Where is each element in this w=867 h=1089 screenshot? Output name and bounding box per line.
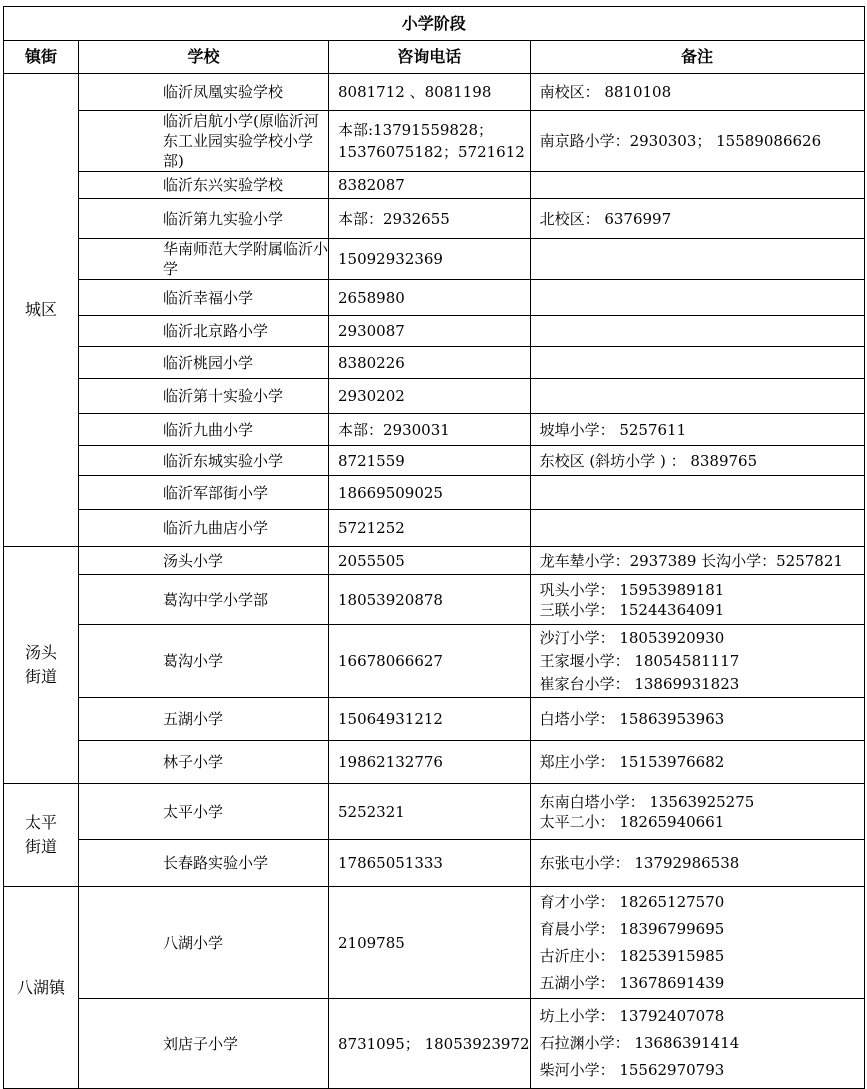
school-label: 华南师范大学附属临沂小学: [163, 240, 329, 278]
note-cell: [530, 172, 864, 199]
school-label: 八湖小学: [163, 933, 224, 952]
phone-cell: 18669509025: [329, 476, 531, 510]
school-name: [79, 239, 329, 280]
phone-cell: 本部:13791559828；15376075182；5721612: [329, 111, 531, 172]
note-cell: [530, 414, 864, 446]
school-label: 临沂北京路小学: [163, 322, 269, 340]
note-cell: [530, 280, 864, 316]
school-label: 临沂东兴实验学校: [163, 176, 284, 194]
note-cell: [530, 840, 864, 887]
school-name: [79, 280, 329, 316]
school-name: [79, 698, 329, 741]
note-cell: [530, 239, 864, 280]
phone-cell: 2658980: [329, 280, 531, 316]
note-line: 太平二小： 18265940661: [539, 812, 725, 831]
school-label: 太平小学: [163, 802, 224, 821]
town-cell: 城区: [4, 74, 79, 547]
phone-cell: 17865051333: [329, 840, 531, 887]
school-label: 临沂桃园小学: [163, 353, 254, 372]
note-cell: [530, 999, 864, 1089]
note-line: 南京路小学：2930303； 15589086626: [539, 132, 822, 150]
school-label: 葛沟小学: [163, 652, 224, 670]
note-line: 南校区： 8810108: [539, 83, 672, 101]
school-name: [79, 741, 329, 784]
school-name: [79, 379, 329, 414]
school-label: 临沂九曲店小学: [163, 519, 269, 537]
phone-cell: 2055505: [329, 547, 531, 575]
header-school: 学校: [79, 41, 329, 74]
note-cell: [530, 316, 864, 347]
phone-cell: 18053920878: [329, 575, 531, 625]
note-line: 坡埠小学： 5257611: [539, 420, 687, 439]
school-name: [79, 347, 329, 379]
phone-cell: 2930087: [329, 316, 531, 347]
school-label: 汤头小学: [163, 551, 224, 570]
phone-cell: 本部：2930031: [329, 414, 531, 446]
phone-cell: 2930202: [329, 379, 531, 414]
school-name: [79, 172, 329, 199]
school-label: 临沂启航小学(原临沂河东工业园实验学校小学部): [163, 112, 319, 170]
school-name: [79, 414, 329, 446]
note-line: 坊上小学： 13792407078: [539, 1007, 725, 1025]
phone-cell: 5721252: [329, 510, 531, 547]
school-name: [79, 840, 329, 887]
phone-cell: 8382087: [329, 172, 531, 199]
school-name: [79, 111, 329, 172]
note-line: 东张屯小学： 13792986538: [539, 854, 740, 872]
school-label: 长春路实验小学: [163, 854, 269, 872]
note-cell: [530, 547, 864, 575]
town-cell: 八湖镇: [4, 887, 79, 1089]
school-name: [79, 887, 329, 999]
school-name: [79, 316, 329, 347]
note-cell: [530, 446, 864, 476]
note-line: 东南白塔小学： 13563925275: [539, 792, 755, 811]
note-cell: [530, 741, 864, 784]
note-line: 三联小学： 15244364091: [539, 600, 725, 619]
note-cell: [530, 698, 864, 741]
school-name: [79, 446, 329, 476]
town-cell: 汤头街道: [4, 547, 79, 784]
phone-cell: 8731095； 18053923972: [329, 999, 531, 1089]
note-line: 五湖小学： 13678691439: [539, 973, 725, 992]
table-title: 小学阶段: [4, 7, 865, 41]
note-line: 崔家台小学： 13869931823: [539, 674, 740, 693]
school-label: 临沂第九实验小学: [163, 209, 284, 228]
school-label: 临沂军部街小学: [163, 483, 269, 502]
phone-cell: 16678066627: [329, 625, 531, 698]
school-label: 临沂凤凰实验学校: [163, 83, 284, 101]
phone-cell: 2109785: [329, 887, 531, 999]
school-name: [79, 625, 329, 698]
phone-cell: 19862132776: [329, 741, 531, 784]
note-cell: [530, 199, 864, 239]
school-label: 五湖小学: [163, 710, 224, 728]
school-label: 刘店子小学: [163, 1034, 239, 1053]
phone-cell: 15092932369: [329, 239, 531, 280]
note-cell: [530, 575, 864, 625]
note-line: 王家堰小学： 18054581117: [539, 651, 740, 670]
note-line: 古沂庄小： 18253915985: [539, 946, 725, 965]
phone-cell: 8081712 、8081198: [329, 74, 531, 111]
header-phone: 咨询电话: [329, 41, 531, 74]
school-label: 临沂九曲小学: [163, 420, 254, 439]
note-line: 巩头小学： 15953989181: [539, 580, 725, 599]
header-note: 备注: [530, 41, 864, 74]
note-line: 郑庄小学： 15153976682: [539, 753, 725, 771]
note-line: 育才小学： 18265127570: [539, 892, 725, 911]
school-label: 临沂东城实验小学: [163, 451, 284, 470]
note-cell: [530, 347, 864, 379]
school-name: [79, 74, 329, 111]
school-name: [79, 575, 329, 625]
school-label: 临沂第十实验小学: [163, 387, 284, 405]
phone-cell: 8380226: [329, 347, 531, 379]
school-label: 葛沟中学小学部: [163, 590, 269, 609]
town-cell: 太平街道: [4, 784, 79, 887]
note-line: 白塔小学： 15863953963: [539, 710, 725, 728]
phone-cell: 15064931212: [329, 698, 531, 741]
note-line: 北校区： 6376997: [539, 209, 672, 228]
note-line: 东校区 (斜坊小学 ) ： 8389765: [539, 451, 758, 470]
note-line: 沙汀小学： 18053920930: [539, 628, 725, 647]
phone-cell: 5252321: [329, 784, 531, 840]
school-name: [79, 547, 329, 575]
school-name: [79, 510, 329, 547]
note-cell: [530, 510, 864, 547]
school-name: [79, 784, 329, 840]
phone-cell: 本部：2932655: [329, 199, 531, 239]
note-line: 石拉渊小学： 13686391414: [539, 1034, 740, 1052]
note-line: 柴河小学： 15562970793: [539, 1061, 725, 1079]
note-line: 育晨小学： 18396799695: [539, 919, 725, 938]
note-line: 龙车辇小学：2937389 长沟小学：5257821: [539, 551, 843, 570]
school-name: [79, 999, 329, 1089]
note-cell: [530, 379, 864, 414]
school-name: [79, 199, 329, 239]
note-cell: [530, 111, 864, 172]
school-label: 临沂幸福小学: [163, 288, 254, 307]
header-town: 镇街: [4, 41, 79, 74]
primary-school-table: [3, 6, 865, 1089]
note-cell: [530, 625, 864, 698]
school-label: 林子小学: [163, 753, 224, 771]
note-cell: [530, 887, 864, 999]
school-name: [79, 476, 329, 510]
note-cell: [530, 476, 864, 510]
phone-cell: 8721559: [329, 446, 531, 476]
note-cell: [530, 74, 864, 111]
note-cell: [530, 784, 864, 840]
